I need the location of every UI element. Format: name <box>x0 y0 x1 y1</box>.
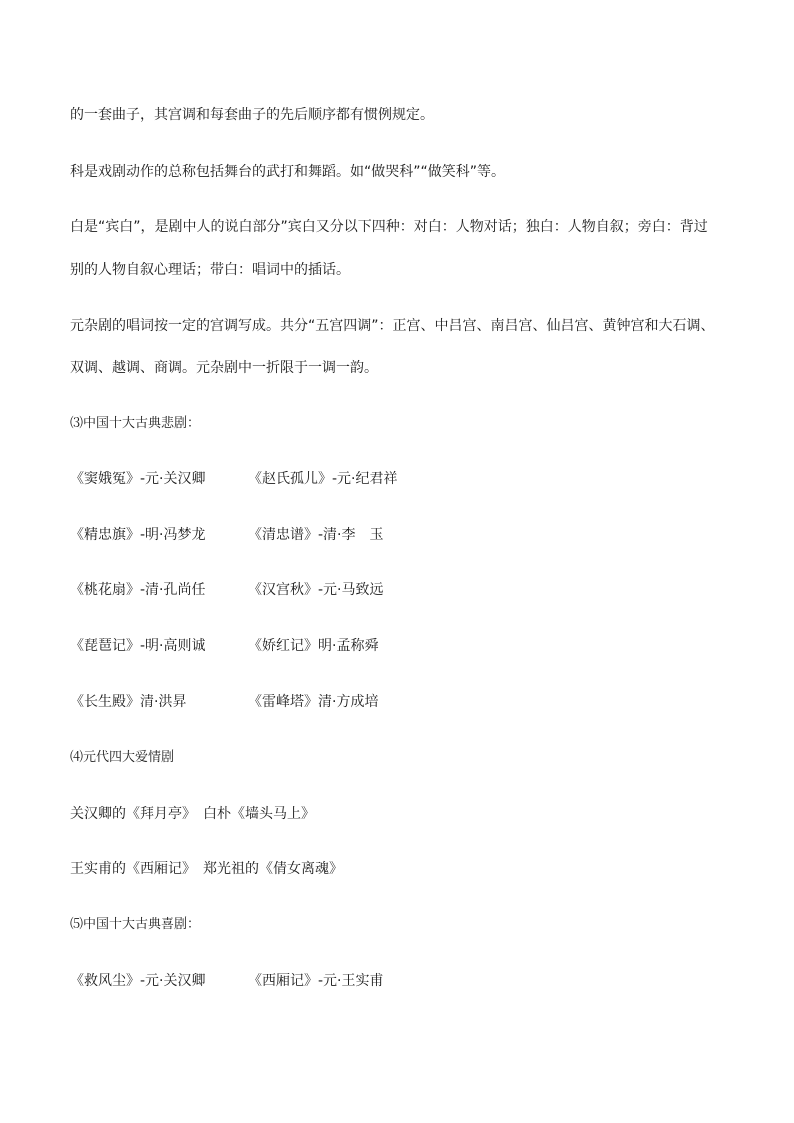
tragedy-row-1-right: 《赵氏孤儿》-元·纪君祥 <box>248 471 398 487</box>
tragedy-row-2-left: 《精忠旗》-明·冯梦龙 <box>70 527 206 543</box>
tragedies-heading: ⑶中国十大古典悲剧： <box>70 416 201 431</box>
paragraph-ke: 科是戏剧动作的总称包括舞台的武打和舞蹈。如“做哭科”“做笑科”等。 <box>70 164 506 180</box>
tragedy-row-5-right: 《雷峰塔》清·方成培 <box>248 694 379 710</box>
comedy-row-1-right: 《西厢记》-元·王实甫 <box>248 973 384 989</box>
romance-row-1: 关汉卿的《拜月亭》 白朴《墙头马上》 <box>70 806 315 822</box>
tragedy-row-2-right: 《清忠谱》-清·李 玉 <box>248 527 384 543</box>
paragraph-bin-bai-line-1: 白是“宾白”，是剧中人的说白部分”宾白又分以下四种：对白：人物对话；独白：人物自叙；旁白：背过 <box>70 219 708 235</box>
romance-row-2: 王实甫的《西厢记》 郑光祖的《倩女离魂》 <box>70 861 343 877</box>
comedy-row-1-left: 《救风尘》-元·关汉卿 <box>70 973 206 989</box>
paragraph-gongdiao-line-1: 元杂剧的唱词按一定的宫调写成。共分“五宫四调”：正宫、中吕宫、南吕宫、仙吕宫、黄钟宫和大石调、 <box>70 318 715 334</box>
tragedy-row-3-right: 《汉宫秋》-元·马致远 <box>248 582 384 598</box>
tragedy-row-1-left: 《窦娥冤》-元·关汉卿 <box>70 471 206 487</box>
tragedy-row-3-left: 《桃花扇》-清·孔尚任 <box>70 582 206 598</box>
romances-heading: ⑷元代四大爱情剧 <box>70 750 175 765</box>
paragraph-bin-bai-line-2: 别的人物自叙心理话；带白：唱词中的插话。 <box>70 262 350 278</box>
tragedy-row-4-left: 《琵琶记》-明·高则诚 <box>70 638 206 654</box>
paragraph-gongdiao-line-2: 双调、越调、商调。元杂剧中一折限于一调一韵。 <box>70 360 378 376</box>
comedies-heading: ⑸中国十大古典喜剧： <box>70 917 201 932</box>
tragedy-row-5-left: 《长生殿》清·洪昇 <box>70 694 187 710</box>
paragraph-qupai-end: 的一套曲子，其宫调和每套曲子的先后顺序都有惯例规定。 <box>70 107 434 123</box>
tragedy-row-4-right: 《娇红记》明·孟称舜 <box>248 638 379 654</box>
